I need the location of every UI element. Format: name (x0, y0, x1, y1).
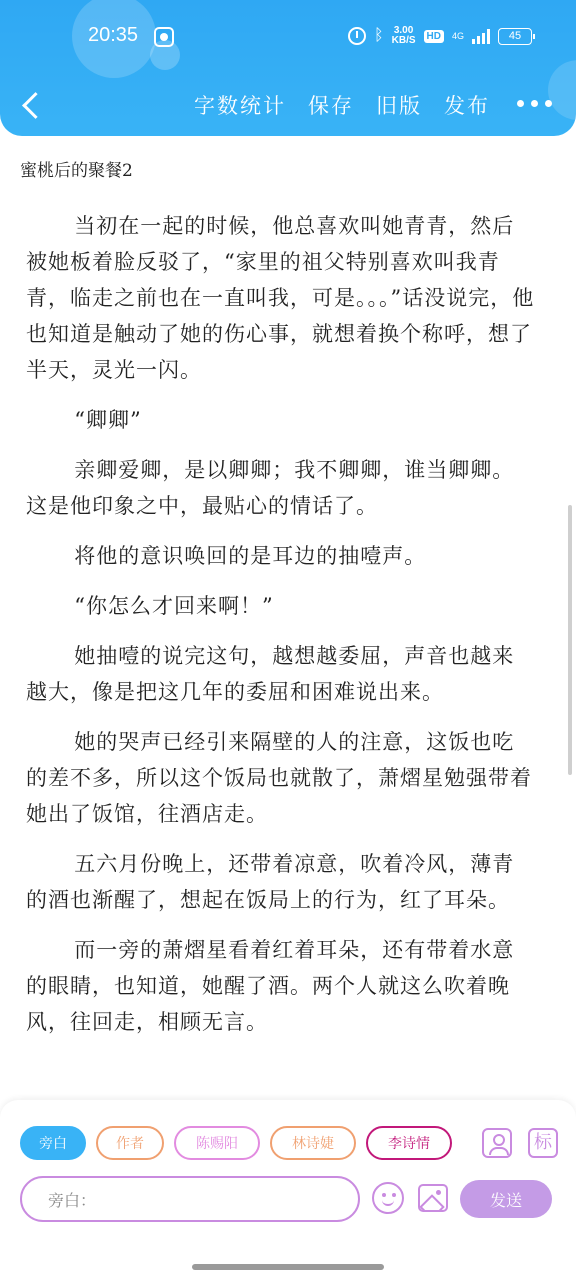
network-type: 4G (451, 31, 464, 41)
status-time: 20:35 (88, 24, 139, 46)
network-speed (392, 26, 416, 46)
role-chip-narrator[interactable]: 旁白 (20, 1126, 86, 1160)
word-count-button[interactable]: 字数统计 (194, 94, 286, 118)
speed-unit: KB/S (391, 35, 416, 46)
image-icon[interactable] (418, 1184, 448, 1212)
status-icons (348, 26, 532, 46)
scrollbar[interactable] (568, 505, 572, 775)
chapter-content[interactable] (26, 208, 536, 1054)
send-button[interactable]: 发送 (460, 1180, 552, 1218)
paragraph: 她的哭声已经引来隔壁的人的注意，这饭也吃的差不多，所以这个饭局也就散了，萧熠星勉强带着她出了饭馆，往酒店走。 (26, 730, 532, 826)
publish-button[interactable]: 发布 (444, 94, 490, 118)
role-chip-author[interactable]: 作者 (96, 1126, 164, 1160)
emoji-icon[interactable] (372, 1182, 404, 1214)
paragraph: 她抽噎的说完这句，越想越委屈，声音也越来越大，像是把这几年的委屈和困难说出来。 (26, 644, 515, 704)
tag-icon[interactable]: 标 (528, 1128, 558, 1158)
chapter-title[interactable]: 蜜桃后的聚餐2 (20, 161, 133, 181)
role-chip-lin[interactable]: 林诗婕 (270, 1126, 356, 1160)
signal-icon (472, 28, 490, 44)
paragraph: 五六月份晚上，还带着凉意，吹着冷风，薄青的酒也渐醒了，想起在饭局上的行为，红了耳朵。 (26, 852, 515, 912)
paragraph: 亲卿爱卿，是以卿卿；我不卿卿，谁当卿卿。这是他印象之中，最贴心的情话了。 (26, 458, 515, 518)
bluetooth-icon: ᛒ (374, 27, 384, 44)
alarm-icon (348, 27, 366, 45)
role-chip-li[interactable]: 李诗情 (366, 1126, 452, 1160)
old-version-button[interactable]: 旧版 (376, 94, 422, 118)
message-input[interactable]: 旁白： (20, 1176, 360, 1222)
save-button[interactable]: 保存 (308, 94, 354, 118)
paragraph: 而一旁的萧熠星看着红着耳朵，还有带着水意的眼睛，也知道，她醒了酒。两个人就这么吹着晚风，往回走，相顾无言。 (26, 938, 515, 1034)
home-indicator[interactable] (192, 1264, 384, 1270)
paragraph: 当初在一起的时候，他总喜欢叫她青青，然后被她板着脸反驳了，“家里的祖父特别喜欢叫我青青，临走之前也在一直叫我，可是。。。”话没说完，他也知道是触动了她的伤心事，就想着换个称呼，想了半天，灵光一闪。 (26, 214, 535, 382)
status-bar (0, 0, 576, 74)
paragraph: “卿卿” (74, 408, 142, 432)
notification-icon (154, 27, 174, 47)
role-chip-chen[interactable]: 陈赐阳 (174, 1126, 260, 1160)
role-selector (20, 1126, 452, 1160)
paragraph: “你怎么才回来啊！” (74, 594, 274, 618)
person-icon[interactable] (482, 1128, 512, 1158)
header-actions (194, 90, 490, 120)
more-icon[interactable] (517, 100, 552, 107)
speed-value: 3.00 (393, 25, 414, 36)
paragraph: 将他的意识唤回的是耳边的抽噎声。 (74, 544, 427, 568)
back-icon[interactable] (20, 90, 46, 120)
hd-badge: HD (424, 30, 444, 43)
app-header (0, 0, 576, 136)
battery-icon: 45 (498, 28, 532, 45)
